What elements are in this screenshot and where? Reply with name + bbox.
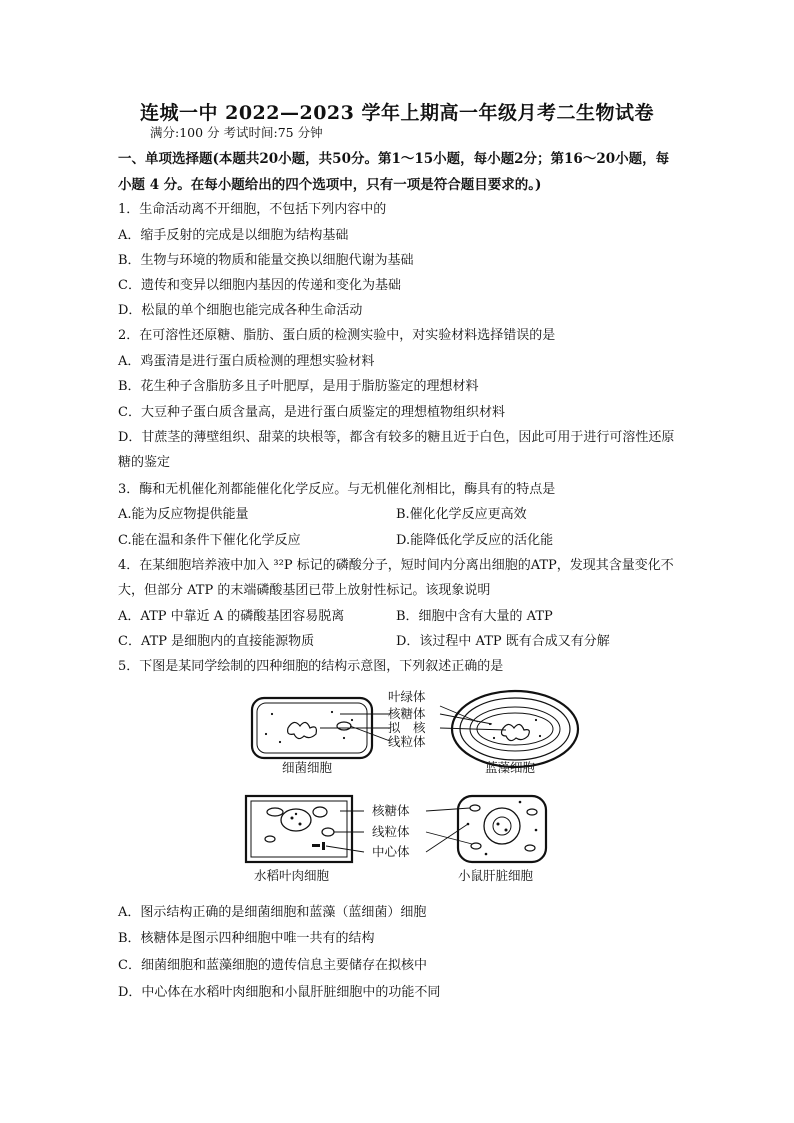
bacteria-cell-drawing [252,698,390,758]
q5-option-d: D．中心体在水稻叶肉细胞和小鼠肝脏细胞中的功能不同 [118,985,441,1000]
q2-option-d: D．甘蔗茎的薄壁组织、甜菜的块根等，都含有较多的糖且近于白色，因此可用于进行可溶性还原糖的鉴定 [118,430,675,470]
figure-label-chloroplast: 叶绿体 [388,689,426,704]
figure-label-mitochondria-bottom: 线粒体 [372,824,410,839]
figure-name-mouse-liver: 小鼠肝脏细胞 [458,868,534,883]
q4-option-a: A．ATP 中靠近 A 的磷酸基团容易脱离 [118,609,345,624]
q1-option-c: C．遗传和变异以细胞内基因的传递和变化为基础 [118,278,401,293]
figure-label-mitochondria-top: 线粒体 [388,734,426,749]
q4-option-d: D．该过程中 ATP 既有合成又有分解 [396,634,610,649]
exam-subtitle: 满分:100 分 考试时间:75 分钟 [150,125,323,140]
q5-option-b: B．核糖体是图示四种细胞中唯一共有的结构 [118,931,375,946]
cyanobacteria-cell-drawing [440,691,578,767]
q5-stem: 5．下图是某同学绘制的四种细胞的结构示意图，下列叙述正确的是 [118,659,504,674]
q4-option-b: B．细胞中含有大量的 ATP [396,609,553,624]
q1-option-d: D．松鼠的单个细胞也能完成各种生命活动 [118,303,363,318]
q2-option-b: B．花生种子含脂肪多且子叶肥厚，是用于脂肪鉴定的理想材料 [118,379,479,394]
q4-option-c: C．ATP 是细胞内的直接能源物质 [118,634,315,649]
cell-structure-figure [240,684,600,890]
figure-label-ribosome-top: 核糖体 [388,706,426,721]
q1-option-a: A．缩手反射的完成是以细胞为结构基础 [118,228,349,243]
figure-name-cyanobacteria: 蓝藻细胞 [485,760,536,775]
q3-option-c: C.能在温和条件下催化化学反应 [118,533,301,548]
q4-stem: 4．在某细胞培养液中加入 ³²P 标记的磷酸分子，短时间内分离出细胞的ATP，发现其含量变化不大，但部分 ATP 的末端磷酸基团已带上放射性标记。该现象说明 [118,558,674,598]
q1-stem: 1．生命活动离不开细胞，不包括下列内容中的 [118,202,387,217]
figure-label-nucleoid: 拟 核 [388,720,426,735]
q2-option-a: A．鸡蛋清是进行蛋白质检测的理想实验材料 [118,354,375,369]
q3-stem: 3．酶和无机催化剂都能催化化学反应。与无机催化剂相比，酶具有的特点是 [118,482,556,497]
figure-label-centrosome: 中心体 [372,844,410,859]
q3-option-a: A.能为反应物提供能量 [118,507,249,522]
q2-stem: 2．在可溶性还原糖、脂肪、蛋白质的检测实验中，对实验材料选择错误的是 [118,328,556,343]
figure-name-bacteria: 细菌细胞 [282,760,333,775]
figure-name-rice-mesophyll: 水稻叶肉细胞 [254,868,330,883]
q2-option-c: C．大豆种子蛋白质含量高，是进行蛋白质鉴定的理想植物组织材料 [118,405,505,420]
figure-label-ribosome-bottom: 核糖体 [372,803,410,818]
q3-option-d: D.能降低化学反应的活化能 [396,533,554,548]
section-heading: 一、单项选择题(本题共20小题，共50分。第1～15小题，每小题2分；第16～20小题，每小题 4 分。在每小题给出的四个选项中，只有一项是符合题目要求的。) [118,151,670,193]
q5-option-c: C．细菌细胞和蓝藻细胞的遗传信息主要储存在拟核中 [118,958,427,973]
rice-mesophyll-cell-drawing [246,796,364,862]
exam-title: 连城一中 2022—2023 学年上期高一年级月考二生物试卷 [140,102,654,124]
mouse-liver-cell-drawing [426,796,546,862]
q5-option-a: A．图示结构正确的是细菌细胞和蓝藻（蓝细菌）细胞 [118,905,427,920]
q1-option-b: B．生物与环境的物质和能量交换以细胞代谢为基础 [118,253,414,268]
q3-option-b: B.催化化学反应更高效 [396,507,527,522]
